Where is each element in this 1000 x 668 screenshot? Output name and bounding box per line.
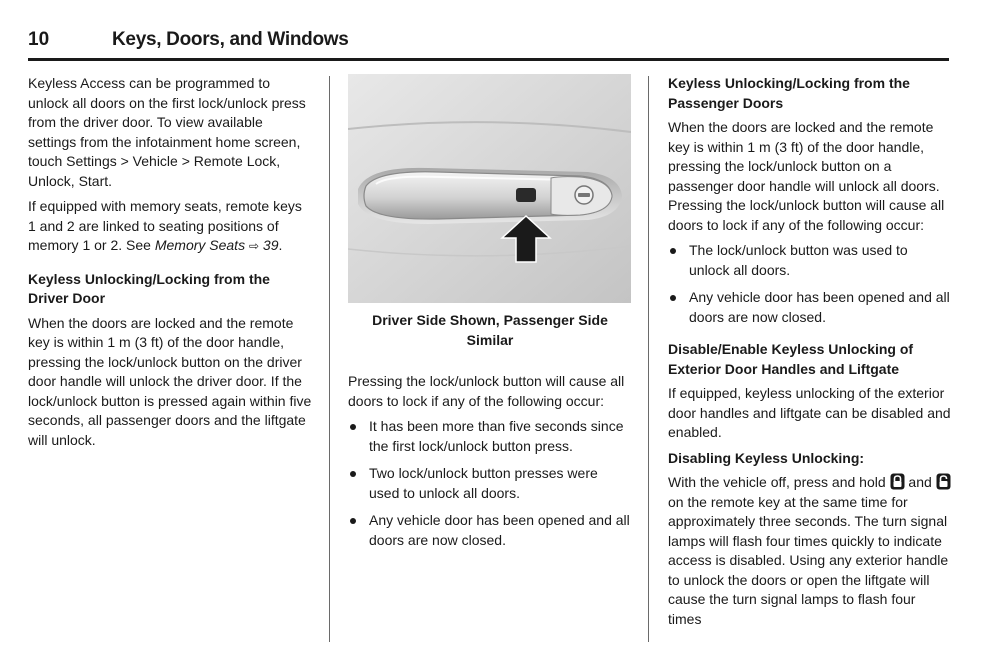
right-arrow-icon: ⇨ <box>248 239 260 253</box>
column-divider-2 <box>648 76 649 642</box>
bullet-icon <box>670 295 676 301</box>
paragraph-disabling: With the vehicle off, press and hold and on the remote key at the same time for approximately three seconds. The turn signal lamps will flash four times quickly to indicate access is disabled. Using any exterior handle to unlock the doors or open the liftgate will cause the turn signal lamps to flash four times <box>668 473 952 629</box>
page-title: Keys, Doors, and Windows <box>112 29 349 50</box>
paragraph-keyless-access: Keyless Access can be programmed to unlock all doors on the first lock/unlock press from the driver door. To view available settings from the infotainment home screen, touch Settings > Vehicle > Remote Lock, Unlock, Start. <box>28 75 306 189</box>
list-item: It has been more than five seconds since the first lock/unlock button press. <box>348 417 632 456</box>
bullet-icon <box>350 471 356 477</box>
paragraph-driver-door: When the doors are locked and the remote key is within 1 m (3 ft) of the door handle, pressing the lock/unlock button on the driver door handle will unlock the driver door. If the lock/unlock button is pressed again within five seconds, all passenger doors and the liftgate will unlock. <box>28 314 312 448</box>
paragraph-lock-conditions: Pressing the lock/unlock button will cause all doors to lock if any of the following occur: <box>348 373 625 409</box>
header-rule <box>28 58 949 61</box>
column-right <box>668 74 952 635</box>
memory-seats-text: If equipped with memory seats, remote keys 1 and 2 are linked to seating positions of memory 1 or 2. See <box>28 198 302 253</box>
paragraph-memory-seats: If equipped with memory seats, remote keys 1 and 2 are linked to seating positions of memory 1 or 2. See Memory Seats ⇨ 39. <box>28 197 312 257</box>
column-middle <box>348 74 632 558</box>
memory-seats-link[interactable]: Memory Seats ⇨ 39 <box>155 237 279 253</box>
list-item: Two lock/unlock button presses were used to unlock all doors. <box>348 464 632 503</box>
bullet-icon <box>670 248 676 254</box>
column-divider-1 <box>329 76 330 642</box>
heading-disabling: Disabling Keyless Unlocking: <box>668 449 865 466</box>
bullet-icon <box>350 424 356 430</box>
door-handle-image <box>348 74 631 303</box>
paragraph-passenger-doors: When the doors are locked and the remote key is within 1 m (3 ft) of the door handle, pressing the lock/unlock button on a passenger door handle will unlock all doors. Pressing the lock/unlock button will cause all doors to lock if any of the following occur: <box>668 119 945 233</box>
heading-driver-door: Keyless Unlocking/Locking from the Driver Door <box>28 270 270 306</box>
list-item: Any vehicle door has been opened and all doors are now closed. <box>668 288 952 327</box>
figure-caption: Driver Side Shown, Passenger Side Similar <box>372 312 608 348</box>
column-left <box>28 74 312 456</box>
bullet-icon <box>350 518 356 524</box>
lock-icon <box>890 473 905 490</box>
heading-disable-enable: Disable/Enable Keyless Unlocking of Exterior Door Handles and Liftgate <box>668 341 914 377</box>
page-header <box>28 29 949 61</box>
unlock-icon <box>936 473 951 490</box>
door-handle-illustration <box>348 74 631 303</box>
list-item: Any vehicle door has been opened and all doors are now closed. <box>348 511 632 550</box>
list-item: The lock/unlock button was used to unlock all doors. <box>668 241 952 280</box>
paragraph-disable-enable: If equipped, keyless unlocking of the exterior door handles and liftgate can be disabled and enabled. <box>668 385 951 440</box>
page-number: 10 <box>28 29 50 50</box>
heading-passenger-doors: Keyless Unlocking/Locking from the Passenger Doors <box>668 75 910 111</box>
